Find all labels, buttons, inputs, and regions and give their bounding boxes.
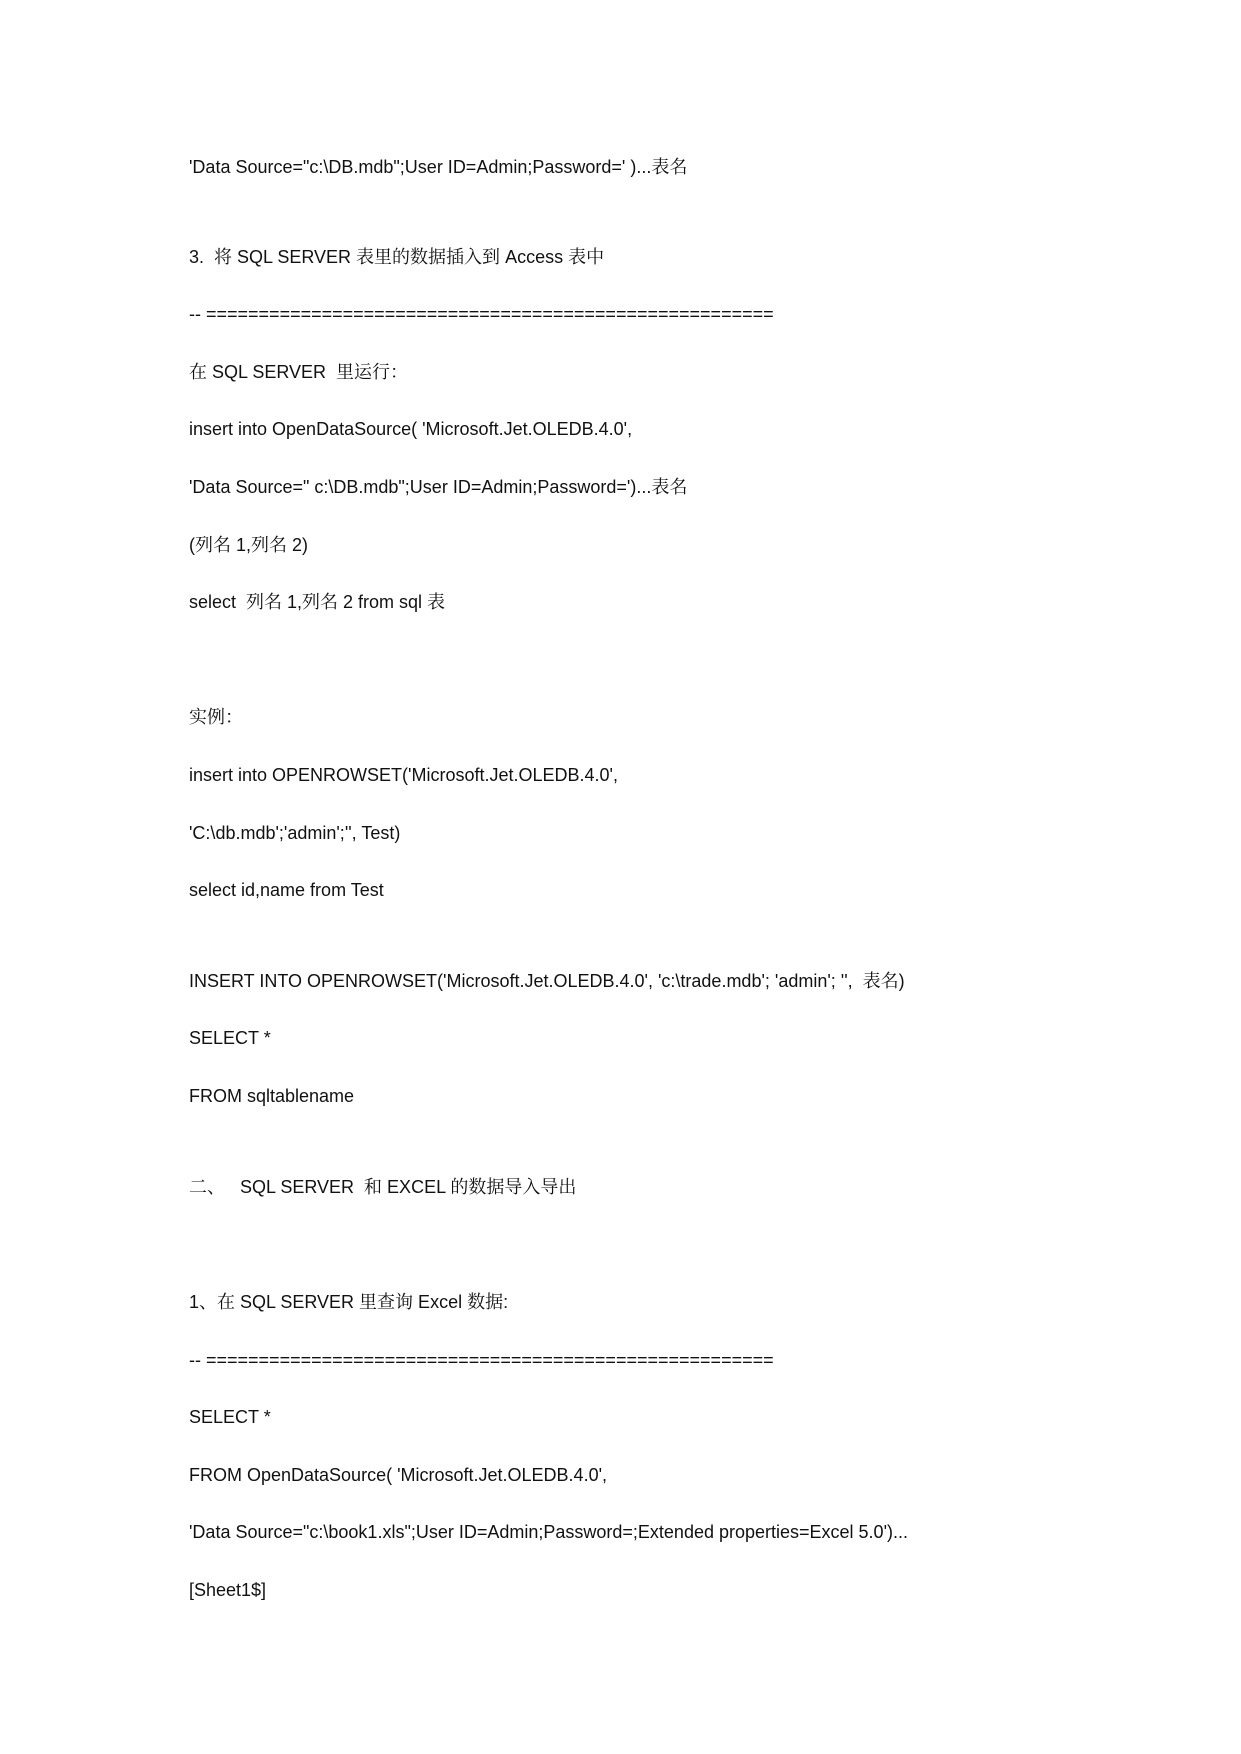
section-heading: 3. 将 SQL SERVER 表里的数据插入到 Access 表中 (189, 247, 605, 267)
code-line: INSERT INTO OPENROWSET('Microsoft.Jet.OLEDB.4.0', 'c:\trade.mdb'; 'admin'; '', 表名) (189, 971, 905, 991)
section-heading: 1、在 SQL SERVER 里查询 Excel 数据: (189, 1292, 509, 1312)
text-line: 实例： (189, 707, 243, 727)
code-line: FROM sqltablename (189, 1086, 355, 1106)
separator-line: -- ====================================================== (189, 304, 774, 324)
code-line: SELECT * (189, 1028, 271, 1048)
code-line: FROM OpenDataSource( 'Microsoft.Jet.OLEDB.4.0', (189, 1465, 608, 1485)
text-line: 'Data Source="c:\DB.mdb";User ID=Admin;Password=' )...表名 (189, 157, 688, 177)
code-line: 'C:\db.mdb';'admin';'', Test) (189, 823, 401, 843)
code-line: 'Data Source=" c:\DB.mdb";User ID=Admin;Password=')...表名 (189, 477, 688, 497)
code-line: 'Data Source="c:\book1.xls";User ID=Admin;Password=;Extended properties=Excel 5.0')... (189, 1522, 908, 1542)
code-line: [Sheet1$] (189, 1580, 267, 1600)
code-line: select id,name from Test (189, 880, 384, 900)
section-heading: 二、 SQL SERVER 和 EXCEL 的数据导入导出 (189, 1177, 577, 1197)
code-line: insert into OPENROWSET('Microsoft.Jet.OLEDB.4.0', (189, 765, 618, 785)
code-line: select 列名 1,列名 2 from sql 表 (189, 592, 446, 612)
separator-line: -- ====================================================== (189, 1350, 774, 1370)
code-line: (列名 1,列名 2) (189, 535, 309, 555)
text-line: 在 SQL SERVER 里运行： (189, 362, 409, 382)
code-line: insert into OpenDataSource( 'Microsoft.Jet.OLEDB.4.0', (189, 419, 633, 439)
code-line: SELECT * (189, 1407, 271, 1427)
